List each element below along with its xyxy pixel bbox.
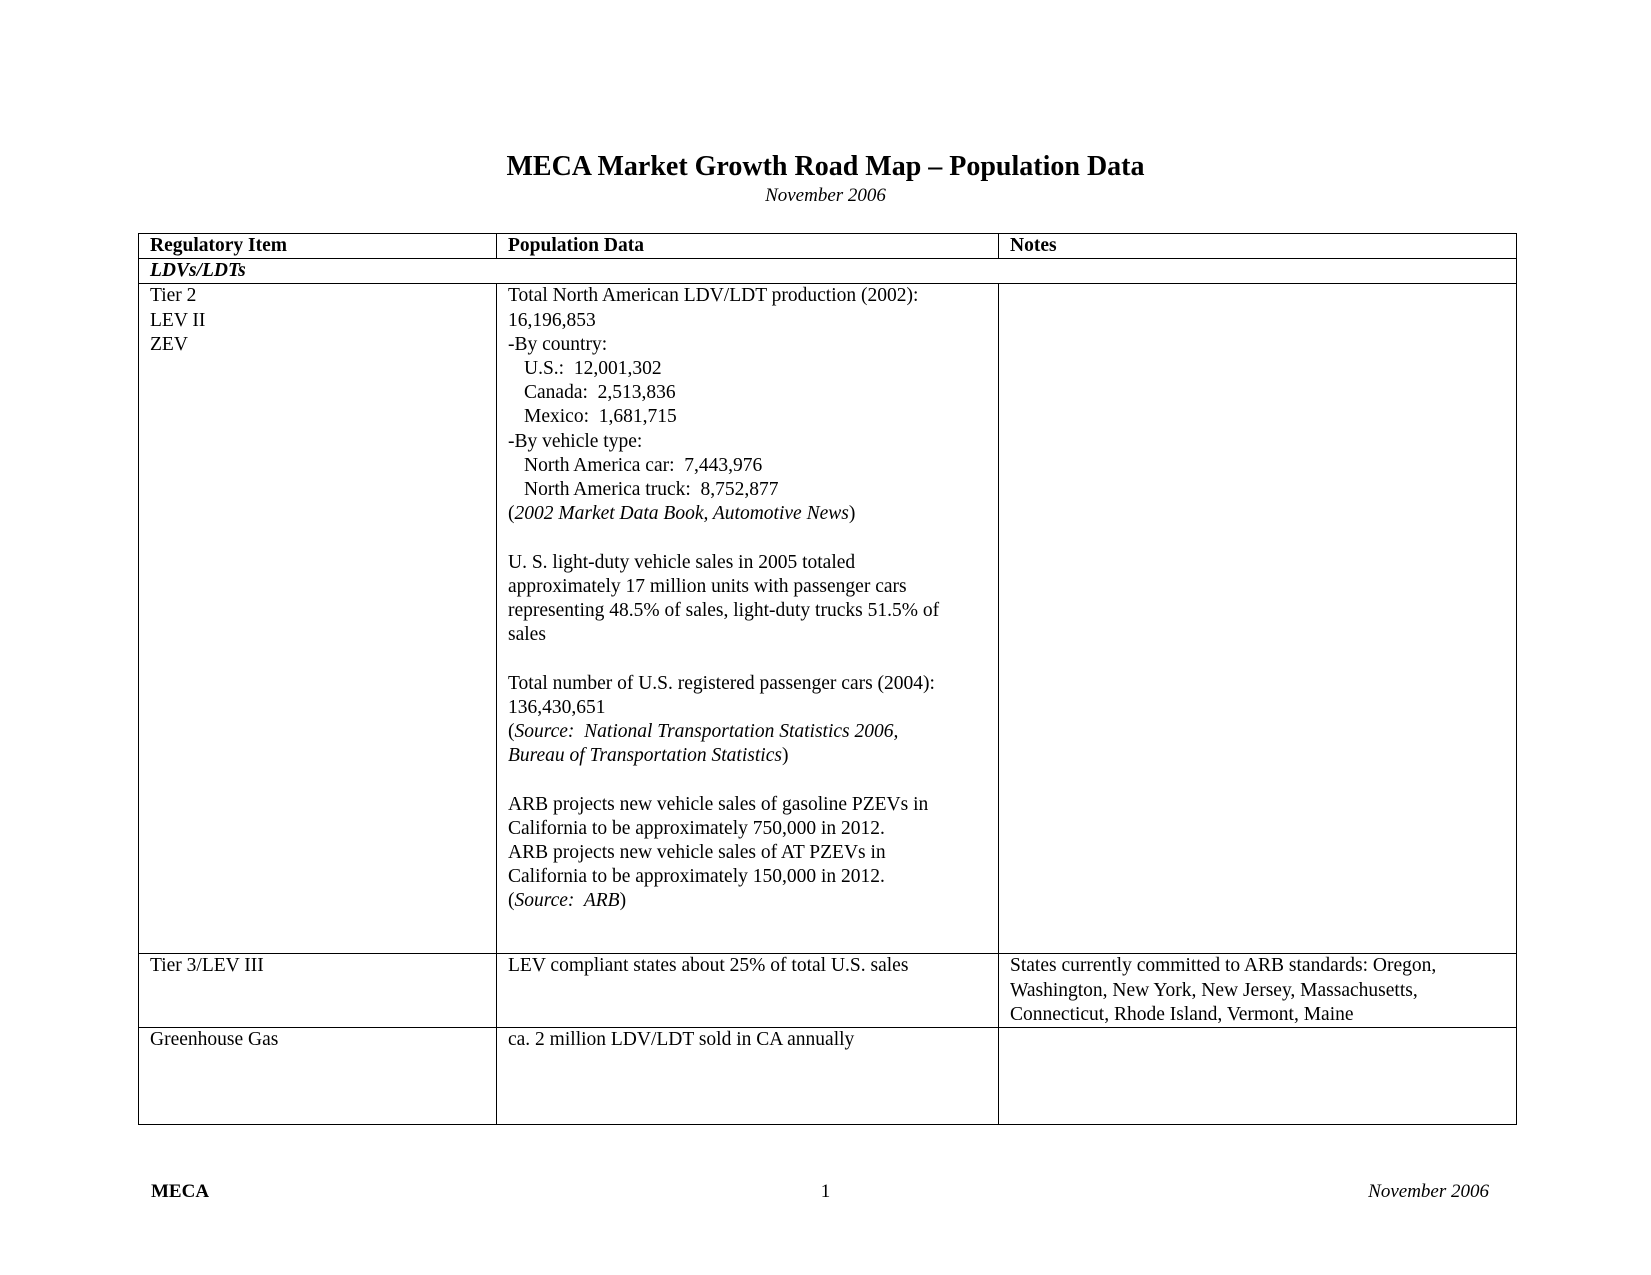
total-production-value: 16,196,853: [508, 309, 596, 331]
document-title: MECA Market Growth Road Map – Population Data: [506, 151, 1145, 182]
arb-projection-line: California to be approximately 750,000 in 2012.: [508, 817, 885, 839]
arb-projection-line: ARB projects new vehicle sales of AT PZEVs in: [508, 842, 886, 864]
footer-date: November 2006: [1368, 1181, 1489, 1202]
regulatory-item: LEV II: [150, 309, 206, 331]
paren-open: (: [508, 503, 515, 525]
by-country-label: -By country:: [508, 333, 608, 355]
spacer: [508, 526, 987, 550]
notes-line: Washington, New York, New Jersey, Massachusetts,: [1010, 979, 1418, 1001]
population-data-cell: LEV compliant states about 25% of total U.S. sales: [497, 954, 999, 1028]
paren-close: ): [848, 503, 856, 525]
table-header-row: [139, 234, 1517, 259]
document-date: November 2006: [765, 185, 886, 206]
notes-cell: [999, 954, 1517, 1028]
source-arb: (Source: ARB): [508, 890, 627, 912]
notes-line: Connecticut, Rhode Island, Vermont, Maine: [1010, 1003, 1354, 1025]
us-production: U.S.: 12,001,302: [524, 358, 662, 380]
regulatory-item: Tier 2: [150, 285, 197, 307]
arb-projection-line: ARB projects new vehicle sales of gasoline PZEVs in: [508, 793, 929, 815]
page-number: 1: [820, 1181, 831, 1202]
regulatory-item: ZEV: [150, 333, 188, 355]
population-data-table: [138, 233, 1517, 1125]
source-title: Source: National Transportation Statistics 2006,: [514, 721, 899, 743]
sales-text-line: representing 48.5% of sales, light-duty trucks 51.5% of: [508, 600, 940, 622]
sales-text-line: approximately 17 million units with passenger cars: [508, 575, 907, 597]
table-row: [139, 1028, 1517, 1125]
spacer: [508, 647, 987, 671]
canada-production: Canada: 2,513,836: [524, 382, 676, 404]
table-row: [139, 954, 1517, 1028]
sales-text-line: sales: [508, 624, 546, 646]
by-vehicle-type-label: -By vehicle type:: [508, 430, 643, 452]
footer-organization: MECA: [151, 1181, 210, 1202]
section-row-ldvs-ldts: [139, 259, 1517, 284]
mexico-production: Mexico: 1,681,715: [524, 406, 677, 428]
notes-cell: [999, 284, 1517, 954]
source-title: Bureau of Transportation Statistics: [508, 745, 782, 767]
column-header-population-data: Population Data: [497, 234, 999, 259]
source-nts-line1: (Source: National Transportation Statistics 2006,: [508, 721, 899, 743]
regulatory-item-cell: [139, 284, 497, 954]
table-row: [139, 284, 1517, 954]
population-data-cell: [497, 284, 999, 954]
section-label: LDVs/LDTs: [139, 259, 1517, 284]
total-production-label: Total North American LDV/LDT production (2002):: [508, 285, 919, 307]
registered-cars-value: 136,430,651: [508, 696, 606, 718]
source-title: Source: ARB: [514, 890, 620, 912]
regulatory-item-cell: Tier 3/LEV III: [139, 954, 497, 1028]
regulatory-item-cell: Greenhouse Gas: [139, 1028, 497, 1125]
arb-projection-line: California to be approximately 150,000 in 2012.: [508, 866, 885, 888]
notes-line: States currently committed to ARB standards: Oregon,: [1010, 955, 1437, 977]
spacer: [508, 768, 987, 792]
notes-cell: [999, 1028, 1517, 1125]
source-title: 2002 Market Data Book, Automotive News: [514, 503, 849, 525]
population-data-cell: ca. 2 million LDV/LDT sold in CA annually: [497, 1028, 999, 1125]
truck-production: North America truck: 8,752,877: [524, 479, 779, 501]
car-production: North America car: 7,443,976: [524, 454, 763, 476]
source-automotive-news: [508, 502, 987, 526]
source-nts-line2: Bureau of Transportation Statistics): [508, 745, 789, 767]
column-header-regulatory-item: Regulatory Item: [139, 234, 497, 259]
column-header-notes: Notes: [999, 234, 1517, 259]
registered-cars-label: Total number of U.S. registered passenger cars (2004):: [508, 672, 935, 694]
sales-text-line: U. S. light-duty vehicle sales in 2005 totaled: [508, 551, 856, 573]
